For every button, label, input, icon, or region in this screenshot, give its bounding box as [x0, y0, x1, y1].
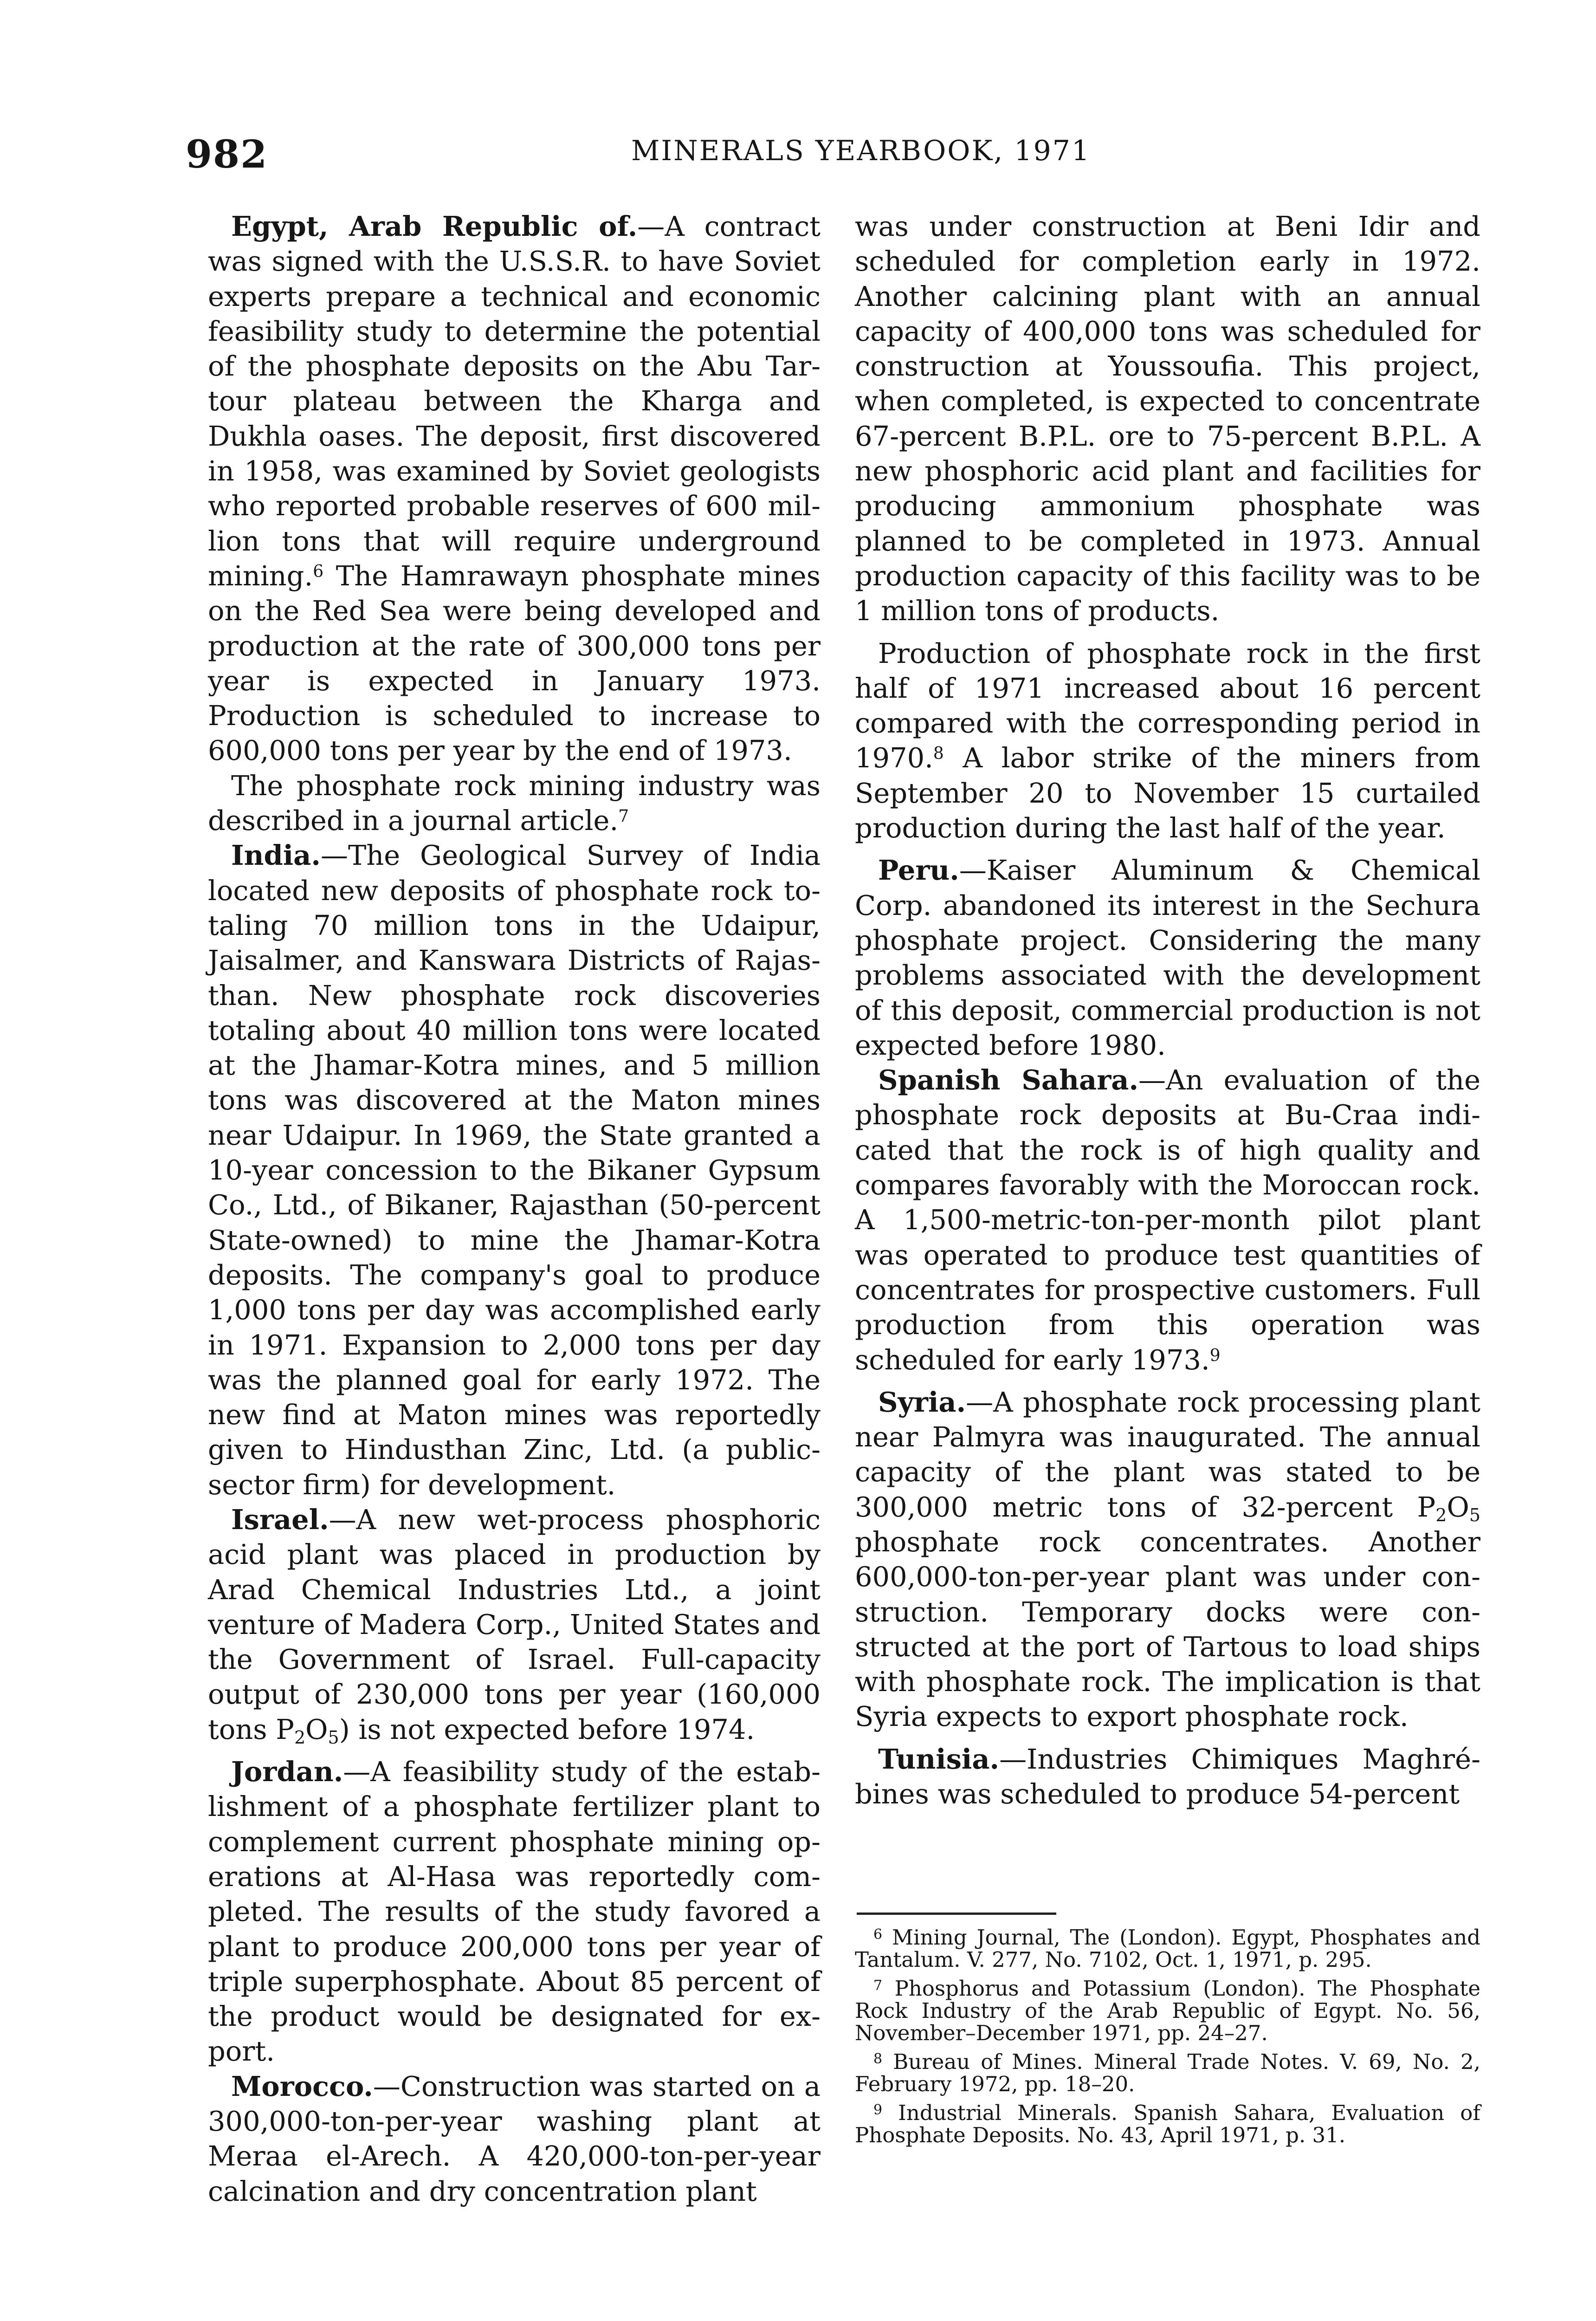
- paragraph-israel: [208, 1502, 821, 1747]
- egypt-text-1: —A contract was signed with the U.S.S.R. to have Soviet experts prepare a technical and economic feasibility study to determine the potential of the phosphate deposits on the Abu Tartour plateau between the Kharga and Dukhla oases. The deposit, first discovered in 1958, was examined by Soviet geologists who reported probable reserves of 600 million tons that will require underground mining.: [208, 210, 821, 592]
- footnote-number: 7: [873, 1977, 883, 1994]
- footnote-6: [855, 1926, 1480, 1971]
- paragraph-morocco: [208, 2069, 821, 2209]
- footnote-ref-6: 6: [313, 562, 324, 581]
- paragraph-india: [208, 838, 821, 1502]
- paragraph-syria: [855, 1385, 1480, 1734]
- egypt-journal-text: The phosphate rock mining industry was described in a journal article.: [208, 769, 821, 837]
- peru-text: —Kaiser Aluminum & Chemical Corp. abandoned its interest in the Sechura phosphate project. Considering the many problems associated with the development of this deposit, commercial production is not expected before 1980.: [855, 854, 1480, 1061]
- heading-israel: Israel.: [231, 1503, 329, 1536]
- jordan-text: —A feasibility study of the establishment of a phosphate fertilizer plant to complement current phosphate mining operations at Al-Hasa was reportedly completed. The results of the study favored a plant to produce 200,000 tons per year of triple superphosphate. About 85 percent of the product would be designated for export.: [208, 1756, 821, 2068]
- morocco-text: —Construction was started on a 300,000-ton-per-year washing plant at Meraa el-Arech. A 420,000-ton-per-year calcination and dry concentration plant: [208, 2070, 821, 2207]
- heading-jordan: Jordan.: [231, 1756, 343, 1788]
- right-column: [855, 209, 1480, 1811]
- spanish-sahara-text: —An evaluation of the phosphate rock deposits at Bu-Craa indicated that the rock is of high quality and compares favorably with the Moroccan rock. A 1,500-metric-ton-per-month pilot plant was operated to produce test quantities of concentrates for prospective customers. Full production from this operation was scheduled for early 1973.: [855, 1064, 1480, 1376]
- morocco-cont-text: was under construction at Beni Idir and scheduled for completion early in 1972. Another calcining plant with an annual capacity of 400,000 tons was scheduled for construction at Youssoufia. This project, when completed, is expected to concentrate 67-percent B.P.L. ore to 75-percent B.P.L. A new phosphoric acid plant and facilities for producing ammonium phosphate was planned to be completed in 1973. Annual production capacity of this facility was to be 1 million tons of products.: [855, 210, 1480, 627]
- page-number: 982: [186, 132, 268, 177]
- israel-subscript-2: 5: [328, 1727, 339, 1748]
- heading-tunisia: Tunisia.: [878, 1743, 1000, 1775]
- morocco-production-text-2: A labor strike of the miners from September 20 to November 15 curtailed production during the last half of the year.: [855, 742, 1480, 844]
- syria-text-3: phosphate rock concentrates. Another 600,000-ton-per-year plant was under construction. Temporary docks were constructed at the port of Tartous to load ships with phosphate rock. The implication is that Syria expects to export phosphate rock.: [855, 1525, 1480, 1733]
- footnote-text: Industrial Minerals. Spanish Sahara, Evaluation of Phosphate Deposits. No. 43, April 1971, p. 31.: [855, 2101, 1481, 2147]
- syria-text-2: O: [1447, 1491, 1469, 1523]
- footnote-text: Bureau of Mines. Mineral Trade Notes. V. 69, No. 2, February 1972, pp. 18–20.: [855, 2049, 1480, 2096]
- india-text: —The Geological Survey of India located new deposits of phosphate rock totaling 70 million tons in the Udaipur, Jaisalmer, and Kanswara Districts of Rajasthan. New phosphate rock discoveries totaling about 40 million tons were located at the Jhamar-Kotra mines, and 5 million tons was discovered at the Maton mines near Udaipur. In 1969, the State granted a 10-year concession to the Bikaner Gypsum Co., Ltd., of Bikaner, Rajasthan (50-percent State-owned) to mine the Jhamar-Kotra deposits. The company's goal to produce 1,000 tons per day was accomplished early in 1971. Expansion to 2,000 tons per day was the planned goal for early 1972. The new find at Maton mines was reportedly given to Hindusthan Zinc, Ltd. (a public-sector firm) for development.: [208, 839, 821, 1501]
- footnote-ref-9: 9: [1209, 1346, 1221, 1365]
- footnote-number: 9: [873, 2102, 883, 2118]
- paragraph-egypt: [208, 209, 821, 768]
- running-title: MINERALS YEARBOOK, 1971: [631, 135, 1091, 167]
- paragraph-spanish-sahara: [855, 1063, 1480, 1377]
- footnote-9: [855, 2102, 1480, 2146]
- paragraph-tunisia: [855, 1742, 1480, 1812]
- footnote-text: Mining Journal, The (London). Egypt, Phosphates and Tantalum. V. 277, No. 7102, Oct. 1, 1971, p. 295.: [855, 1925, 1480, 1972]
- tunisia-text: —Industries Chimiques Maghrébines was scheduled to produce 54-percent: [855, 1743, 1480, 1810]
- egypt-text-2: The Hamrawayn phosphate mines on the Red Sea were being developed and production at the rate of 300,000 tons per year is expected in January 1973. Production is scheduled to increase to 600,000 tons per year by the end of 1973.: [208, 559, 821, 767]
- heading-peru: Peru.: [878, 854, 959, 887]
- footnote-ref-7: 7: [618, 807, 629, 826]
- footnotes: [855, 1926, 1480, 2153]
- israel-text-3: ) is not expected before 1974.: [339, 1713, 755, 1745]
- left-column: [208, 209, 821, 2209]
- heading-morocco: Morocco.: [231, 2070, 373, 2102]
- footnote-8: [855, 2051, 1480, 2095]
- israel-text-1: —A new wet-process phosphoric acid plant was placed in production by Arad Chemical Industries Ltd., a joint venture of Madera Corp., United States and the Government of Israel. Full-capacity output of 230,000 tons per year (160,000 tons P: [208, 1503, 821, 1745]
- footnote-number: 8: [873, 2051, 883, 2067]
- syria-subscript-2: 5: [1469, 1504, 1480, 1525]
- israel-text-2: O: [305, 1713, 328, 1745]
- paragraph-morocco-production: [855, 636, 1480, 846]
- paragraph-peru: [855, 853, 1480, 1063]
- heading-syria: Syria.: [878, 1386, 966, 1418]
- morocco-production-text-1: Production of phosphate rock in the first half of 1971 increased about 16 percent compared with the corresponding period in 1970.: [855, 637, 1480, 774]
- heading-spanish-sahara: Spanish Sahara.: [878, 1064, 1139, 1096]
- footnote-divider: [857, 1913, 1056, 1915]
- paragraph-morocco-continued: [855, 209, 1480, 629]
- paragraph-jordan: [208, 1754, 821, 2069]
- heading-egypt: Egypt, Arab Republic of.: [231, 210, 638, 242]
- paragraph-egypt-journal: [208, 768, 821, 838]
- syria-subscript-1: 2: [1435, 1504, 1447, 1525]
- syria-text-1: —A phosphate rock processing plant near Palmyra was inaugurated. The annual capacity of the plant was stated to be 300,000 metric tons of 32-percent P: [855, 1386, 1480, 1523]
- footnote-ref-8: 8: [933, 744, 944, 764]
- footnote-text: Phosphorus and Potassium (London). The Phosphate Rock Industry of the Arab Republic of Egypt. No. 56, November–December 1971, pp. 24–27.: [855, 1976, 1480, 2045]
- footnote-number: 6: [873, 1926, 883, 1943]
- heading-india: India.: [231, 839, 321, 872]
- footnote-7: [855, 1977, 1480, 2044]
- israel-subscript-1: 2: [294, 1727, 306, 1748]
